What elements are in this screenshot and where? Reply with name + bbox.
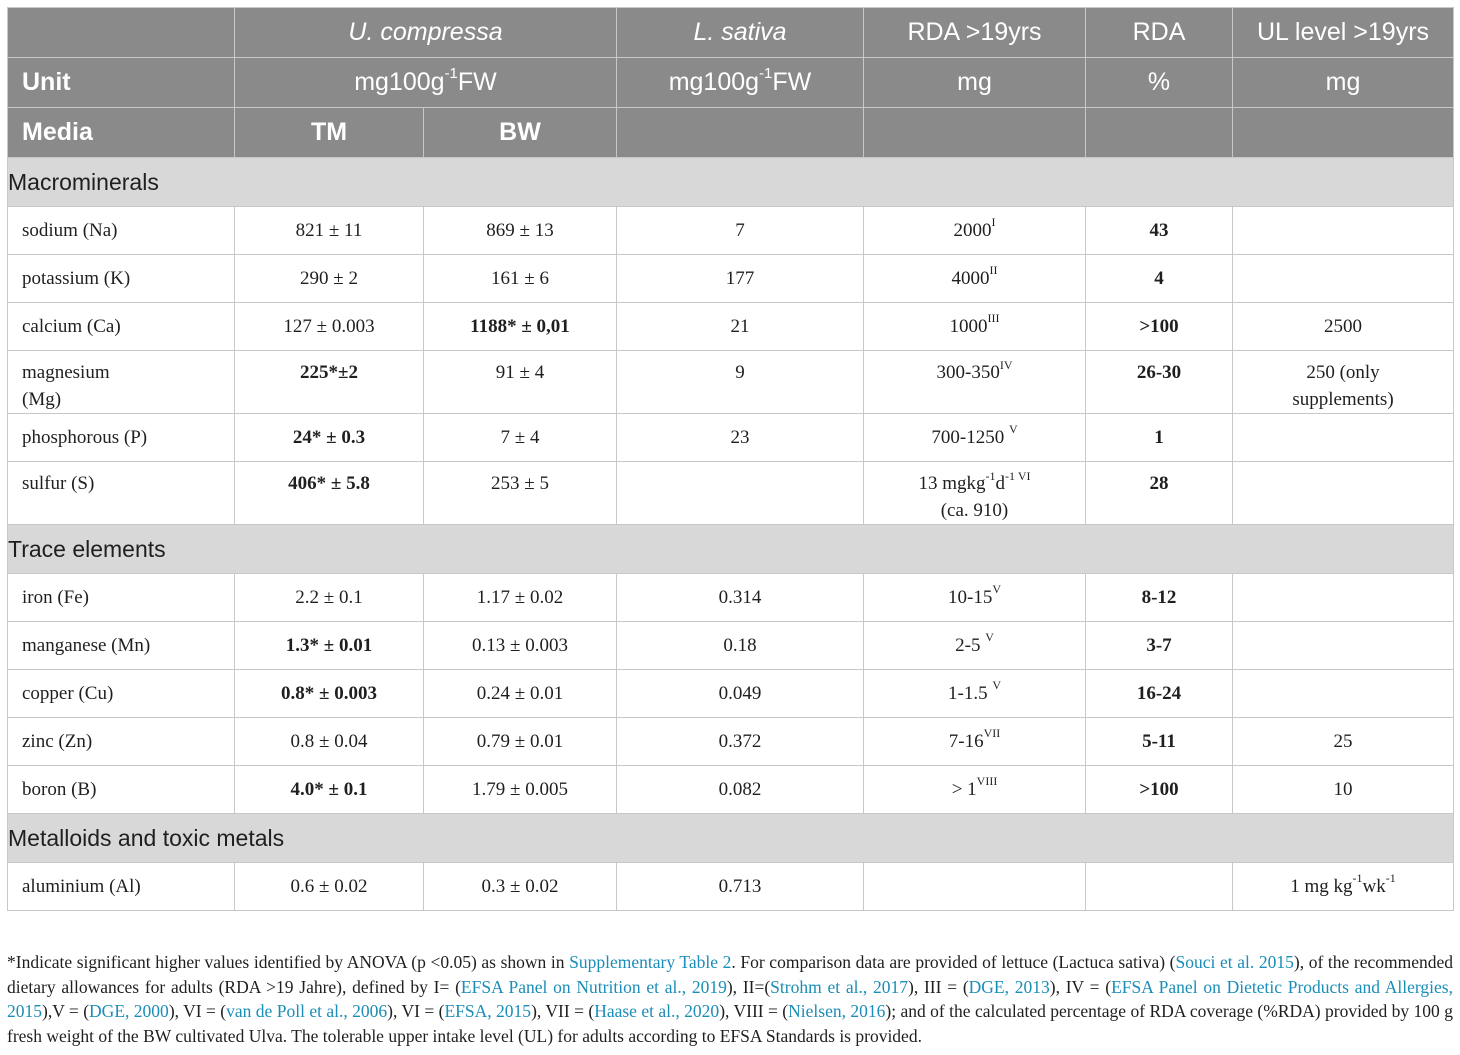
footnote-link[interactable]: Haase et al., 2020 bbox=[594, 1001, 720, 1022]
table-row bbox=[8, 303, 1454, 351]
header-row-unit bbox=[8, 58, 1454, 108]
section-trace-elements bbox=[8, 525, 1454, 574]
bw-value: 161 ± 6 bbox=[424, 255, 617, 303]
rda-value: 2-5 $^V$ bbox=[864, 622, 1086, 670]
tm-value: 127 ± 0.003 bbox=[235, 303, 424, 351]
unit-rda-pct: % bbox=[1086, 58, 1233, 108]
rda-pct-value: 28 bbox=[1086, 462, 1233, 525]
rda-value bbox=[864, 863, 1086, 911]
media-empty bbox=[1086, 108, 1233, 158]
media-empty bbox=[864, 108, 1086, 158]
nutrient-name: aluminium (Al) bbox=[8, 863, 235, 911]
table-row bbox=[8, 574, 1454, 622]
ul-value bbox=[1233, 622, 1454, 670]
lettuce-value: 0.314 bbox=[617, 574, 864, 622]
ul-value bbox=[1233, 574, 1454, 622]
bw-value: 869 ± 13 bbox=[424, 207, 617, 255]
table-row bbox=[8, 718, 1454, 766]
nutrient-name: zinc (Zn) bbox=[8, 718, 235, 766]
lettuce-value: 0.713 bbox=[617, 863, 864, 911]
header-row-species bbox=[8, 8, 1454, 58]
header-row-media bbox=[8, 108, 1454, 158]
bw-value: 0.3 ± 0.02 bbox=[424, 863, 617, 911]
bw-value: 1.17 ± 0.02 bbox=[424, 574, 617, 622]
rda-pct-value: >100 bbox=[1086, 766, 1233, 814]
header-l-sativa: L. sativa bbox=[617, 8, 864, 58]
rda-pct-value: 43 bbox=[1086, 207, 1233, 255]
section-title: Metalloids and toxic metals bbox=[8, 814, 1454, 863]
unit-l-sativa: $mg100g^{-1}FW$ bbox=[617, 58, 864, 108]
unit-u-compressa: $mg100g^{-1}FW$ bbox=[235, 58, 617, 108]
tm-value: 290 ± 2 bbox=[235, 255, 424, 303]
table-row bbox=[8, 255, 1454, 303]
footnote-link[interactable]: van de Poll et al., 2006 bbox=[226, 1001, 388, 1022]
footnote-link[interactable]: EFSA, 2015 bbox=[444, 1001, 532, 1022]
bw-value: 0.24 ± 0.01 bbox=[424, 670, 617, 718]
tm-value: 225*±2 bbox=[235, 351, 424, 414]
rda-pct-value: 26-30 bbox=[1086, 351, 1233, 414]
lettuce-value: 177 bbox=[617, 255, 864, 303]
lettuce-value: 0.372 bbox=[617, 718, 864, 766]
table-row bbox=[8, 207, 1454, 255]
tm-value: 4.0* ± 0.1 bbox=[235, 766, 424, 814]
section-metalloids bbox=[8, 814, 1454, 863]
bw-value: 91 ± 4 bbox=[424, 351, 617, 414]
footnote-link[interactable]: EFSA Panel on Nutrition et al., 2019 bbox=[460, 976, 727, 997]
ul-value bbox=[1233, 255, 1454, 303]
unit-ul: mg bbox=[1233, 58, 1454, 108]
ul-value: 1 mg $kg^{-1}wk^{-1}$ bbox=[1233, 863, 1454, 911]
tm-value: 2.2 ± 0.1 bbox=[235, 574, 424, 622]
header-blank bbox=[8, 8, 235, 58]
rda-pct-value: 8-12 bbox=[1086, 574, 1233, 622]
rda-value: $300-350^{IV}$ bbox=[864, 351, 1086, 414]
nutrient-name: phosphorous (P) bbox=[8, 414, 235, 462]
footnote-link[interactable]: Strohm et al., 2017 bbox=[770, 976, 908, 997]
nutrient-table bbox=[7, 7, 1454, 911]
footnote-link[interactable]: Supplementary Table 2 bbox=[569, 952, 732, 972]
bw-value: 253 ± 5 bbox=[424, 462, 617, 525]
ul-value bbox=[1233, 462, 1454, 525]
lettuce-value bbox=[617, 462, 864, 525]
ul-value: 250 (only supplements) bbox=[1233, 351, 1454, 414]
tm-value: 0.8 ± 0.04 bbox=[235, 718, 424, 766]
ul-value bbox=[1233, 670, 1454, 718]
rda-pct-value: >100 bbox=[1086, 303, 1233, 351]
tm-value: 821 ± 11 bbox=[235, 207, 424, 255]
media-tm: TM bbox=[235, 108, 424, 158]
footnote-link[interactable]: Nielsen, 2016 bbox=[788, 1001, 886, 1022]
bw-value: 1188* ± 0,01 bbox=[424, 303, 617, 351]
nutrient-name: magnesium (Mg) bbox=[8, 351, 235, 414]
media-empty bbox=[1233, 108, 1454, 158]
rda-pct-value: 16-24 bbox=[1086, 670, 1233, 718]
lettuce-value: 0.049 bbox=[617, 670, 864, 718]
unit-label: Unit bbox=[8, 58, 235, 108]
header-ul-level: UL level >19yrs bbox=[1233, 8, 1454, 58]
table-row bbox=[8, 351, 1454, 414]
footnote-link[interactable]: Souci et al. 2015 bbox=[1175, 952, 1294, 972]
rda-pct-value bbox=[1086, 863, 1233, 911]
tm-value: 406* ± 5.8 bbox=[235, 462, 424, 525]
lettuce-value: 0.18 bbox=[617, 622, 864, 670]
nutrient-name: calcium (Ca) bbox=[8, 303, 235, 351]
rda-pct-value: 3-7 bbox=[1086, 622, 1233, 670]
media-label: Media bbox=[8, 108, 235, 158]
section-macrominerals bbox=[8, 158, 1454, 207]
footnote-link[interactable]: DGE, 2013 bbox=[968, 976, 1050, 997]
tm-value: 24* ± 0.3 bbox=[235, 414, 424, 462]
table-row bbox=[8, 462, 1454, 525]
rda-value: $4000^{II}$ bbox=[864, 255, 1086, 303]
ul-value: 2500 bbox=[1233, 303, 1454, 351]
nutrient-name: potassium (K) bbox=[8, 255, 235, 303]
nutrient-name: sodium (Na) bbox=[8, 207, 235, 255]
header-rda: RDA bbox=[1086, 8, 1233, 58]
lettuce-value: 23 bbox=[617, 414, 864, 462]
nutrient-name: manganese (Mn) bbox=[8, 622, 235, 670]
footnote-link[interactable]: EFSA Panel on Dietetic Products and Allergies, 2015 bbox=[7, 976, 1453, 1022]
rda-value: 13 $mgkg^{-1}d^{-1}$ $^{VI}$ (ca. 910) bbox=[864, 462, 1086, 525]
header-rda-age: RDA >19yrs bbox=[864, 8, 1086, 58]
rda-value: 700-1250 $^V$ bbox=[864, 414, 1086, 462]
ul-value bbox=[1233, 414, 1454, 462]
table-row bbox=[8, 863, 1454, 911]
ul-value bbox=[1233, 207, 1454, 255]
bw-value: 7 ± 4 bbox=[424, 414, 617, 462]
lettuce-value: 0.082 bbox=[617, 766, 864, 814]
ul-value: 10 bbox=[1233, 766, 1454, 814]
tm-value: 0.8* ± 0.003 bbox=[235, 670, 424, 718]
header-u-compressa: U. compressa bbox=[235, 8, 617, 58]
rda-value: $10-15^V$ bbox=[864, 574, 1086, 622]
tm-value: 1.3* ± 0.01 bbox=[235, 622, 424, 670]
nutrient-name: copper (Cu) bbox=[8, 670, 235, 718]
rda-value: $2000^I$ bbox=[864, 207, 1086, 255]
table-row bbox=[8, 670, 1454, 718]
table-footnote: *Indicate significant higher values identified by ANOVA (p <0.05) as shown in Supplementary Table 2. For comparison data are provided of lettuce (Lactuca sativa) (Souci et al. 2015), of the recommended dietary allowances for adults (RDA >19 Jahre), defined by I= (EFSA Panel on Nutrition et al., 2019), II=(Strohm et al., 2017), III = (DGE, 2013), IV = (EFSA Panel on Dietetic Products and Allergies, 2015),V = (DGE, 2000), VI = (van de Poll et al., 2006), VI = (EFSA, 2015), VII = (Haase et al., 2020), VIII = (Nielsen, 2016); and of the calculated percentage of RDA coverage (%RDA) provided by 100 g fresh weight of the BW cultivated Ulva. The tolerable upper intake level (UL) for adults according to EFSA Standards is provided. bbox=[7, 952, 1454, 1046]
nutrient-name: iron (Fe) bbox=[8, 574, 235, 622]
bw-value: 0.13 ± 0.003 bbox=[424, 622, 617, 670]
nutrient-name: boron (B) bbox=[8, 766, 235, 814]
media-bw: BW bbox=[424, 108, 617, 158]
rda-value: > $1^{VIII}$ bbox=[864, 766, 1086, 814]
section-title: Trace elements bbox=[8, 525, 1454, 574]
lettuce-value: 21 bbox=[617, 303, 864, 351]
rda-pct-value: 1 bbox=[1086, 414, 1233, 462]
rda-value: 1-1.5 $^V$ bbox=[864, 670, 1086, 718]
rda-pct-value: 5-11 bbox=[1086, 718, 1233, 766]
rda-pct-value: 4 bbox=[1086, 255, 1233, 303]
lettuce-value: 7 bbox=[617, 207, 864, 255]
nutrient-name: sulfur (S) bbox=[8, 462, 235, 525]
bw-value: 1.79 ± 0.005 bbox=[424, 766, 617, 814]
lettuce-value: 9 bbox=[617, 351, 864, 414]
unit-rda: mg bbox=[864, 58, 1086, 108]
bw-value: 0.79 ± 0.01 bbox=[424, 718, 617, 766]
footnote-link[interactable]: DGE, 2000 bbox=[89, 1001, 169, 1022]
table-row bbox=[8, 414, 1454, 462]
table-row bbox=[8, 622, 1454, 670]
tm-value: 0.6 ± 0.02 bbox=[235, 863, 424, 911]
rda-value: $7-16^{VII}$ bbox=[864, 718, 1086, 766]
section-title: Macrominerals bbox=[8, 158, 1454, 207]
table-row bbox=[8, 766, 1454, 814]
ul-value: 25 bbox=[1233, 718, 1454, 766]
media-empty bbox=[617, 108, 864, 158]
rda-value: $1000^{III}$ bbox=[864, 303, 1086, 351]
